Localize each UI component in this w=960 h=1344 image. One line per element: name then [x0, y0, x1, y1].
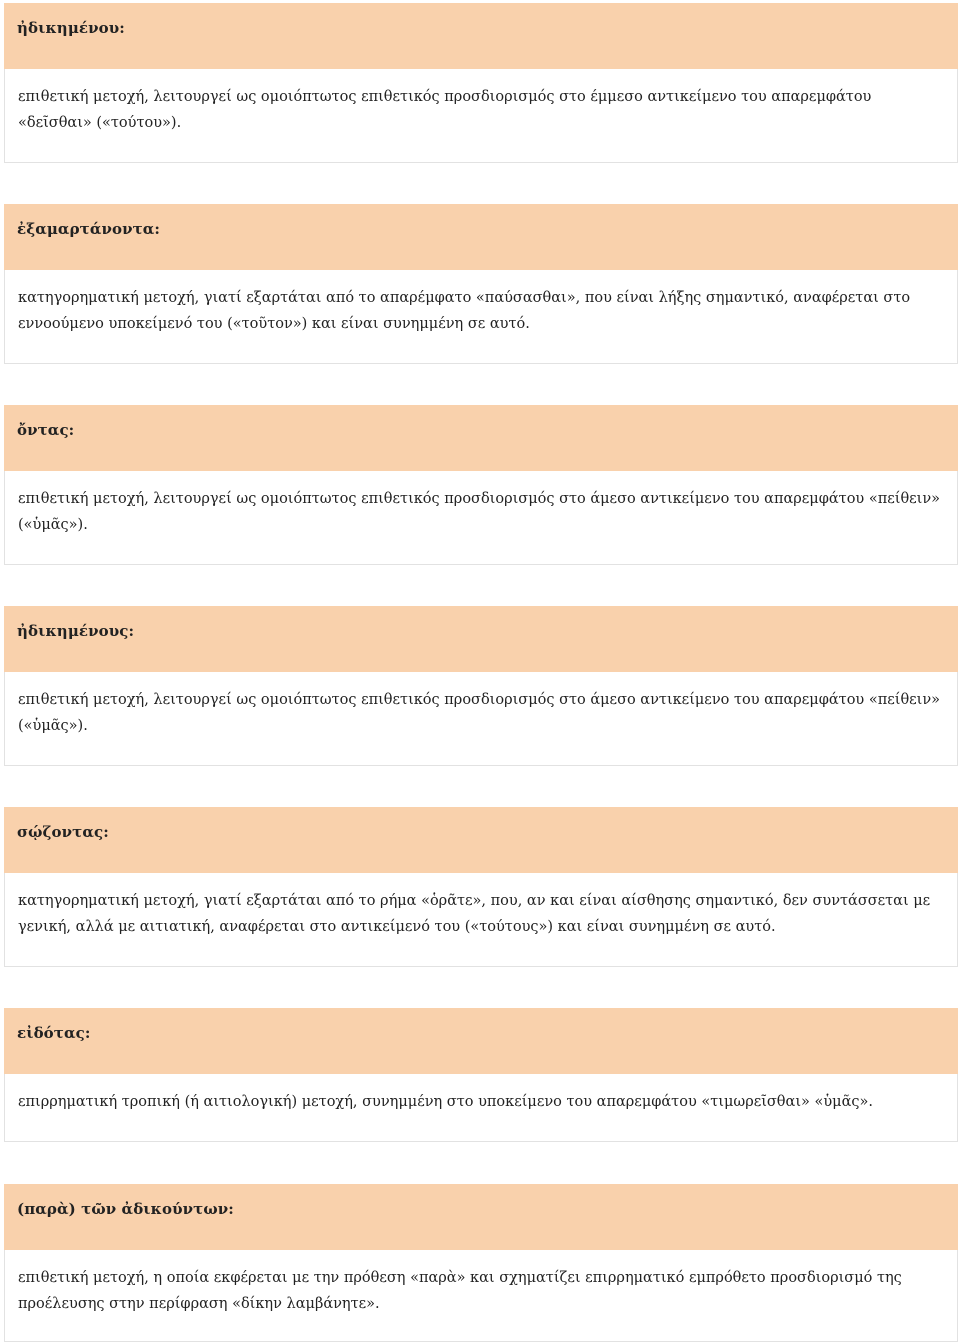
entry-ontas	[4, 405, 958, 565]
entry-term: ὄντας:	[4, 405, 958, 471]
entry-term: ἠδικημένους:	[4, 606, 958, 672]
entry-term: (παρὰ) τῶν ἀδικούντων:	[4, 1184, 958, 1250]
entry-edikemenou	[4, 3, 958, 163]
entry-description: επιθετική μετοχή, λειτουργεί ως ομοιόπτωτος επιθετικός προσδιορισμός στο άμεσο αντικείμενο του απαρεμφάτου «πείθειν» («ὑμᾶς»).	[4, 471, 958, 565]
entry-description: κατηγορηματική μετοχή, γιατί εξαρτάται από το ρήμα «ὁρᾶτε», που, αν και είναι αίσθησης σημαντικό, δεν συντάσσεται με γενική, αλλά με αιτιατική, αναφέρεται στο αντικείμενό του («τούτους») και είναι συνημμένη σε αυτό.	[4, 873, 958, 967]
entry-edikemenous	[4, 606, 958, 766]
entry-term: εἰδότας:	[4, 1008, 958, 1074]
entry-description: επιρρηματική τροπική (ή αιτιολογική) μετοχή, συνημμένη στο υποκείμενο του απαρεμφάτου «τιμωρεῖσθαι» «ὑμᾶς».	[4, 1074, 958, 1142]
entry-eidotas	[4, 1008, 958, 1142]
entry-para-ton-adikounton	[4, 1184, 958, 1342]
entry-term: σῴζοντας:	[4, 807, 958, 873]
entry-examartanonta	[4, 204, 958, 364]
entry-sozontas	[4, 807, 958, 967]
entry-description: επιθετική μετοχή, λειτουργεί ως ομοιόπτωτος επιθετικός προσδιορισμός στο έμμεσο αντικείμενο του απαρεμφάτου «δεῖσθαι» («τούτου»).	[4, 69, 958, 163]
entry-term: ἐξαμαρτάνοντα:	[4, 204, 958, 270]
entry-description: επιθετική μετοχή, η οποία εκφέρεται με την πρόθεση «παρὰ» και σχηματίζει επιρρηματικό εμπρόθετο προσδιορισμό της προέλευσης στην περίφραση «δίκην λαμβάνητε».	[4, 1250, 958, 1342]
entry-description: επιθετική μετοχή, λειτουργεί ως ομοιόπτωτος επιθετικός προσδιορισμός στο άμεσο αντικείμενο του απαρεμφάτου «πείθειν» («ὑμᾶς»).	[4, 672, 958, 766]
entry-description: κατηγορηματική μετοχή, γιατί εξαρτάται από το απαρέμφατο «παύσασθαι», που είναι λήξης σημαντικό, αναφέρεται στο εννοούμενο υποκείμενό του («τοῦτον») και είναι συνημμένη σε αυτό.	[4, 270, 958, 364]
entry-term: ἠδικημένου:	[4, 3, 958, 69]
